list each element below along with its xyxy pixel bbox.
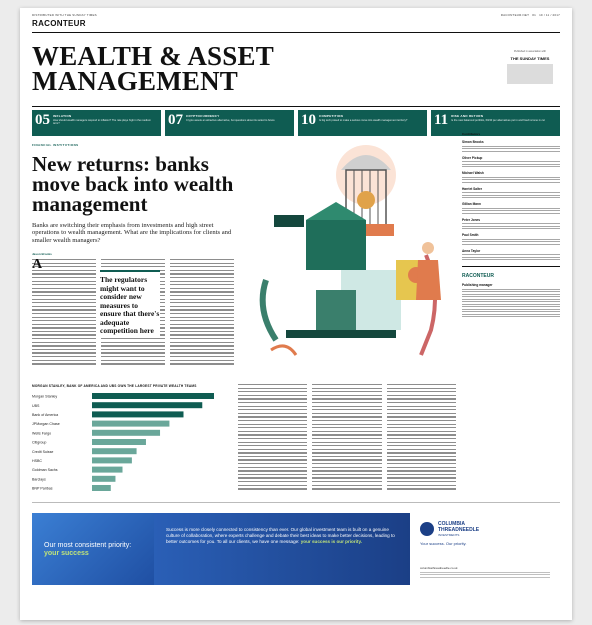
chart-category-label: Wells Fargo <box>32 431 52 436</box>
ad-headline-2: your success <box>44 549 89 557</box>
chart-bar <box>92 485 111 491</box>
teaser-number: 05 <box>35 112 50 128</box>
ad-body-emphasis: your success is our priority. <box>300 539 362 545</box>
article-continuation <box>238 384 456 499</box>
chart-bar <box>92 467 123 473</box>
teaser-desc: Crypto assets an attractive alternative, but questions about its suited to future <box>186 119 275 122</box>
columbia-threadneedle-ad[interactable] <box>32 513 560 585</box>
wealth-teams-chart <box>32 384 232 508</box>
chart-bar <box>92 393 214 399</box>
footer-rule <box>32 502 560 503</box>
chart-category-label: Credit Suisse <box>32 449 54 454</box>
pull-quote-text: The regulators might want to consider new measures to ensure that there's adequate competition here <box>100 275 160 335</box>
ad-tagline: Your success. Our priority. <box>420 541 467 546</box>
chart-bar <box>92 430 160 436</box>
chart-bar <box>92 411 184 417</box>
ad-body-text: Success is more closely connected to consistency than ever. Our global investment team is built on a genuine culture of collaboration, where experts challenge and debate their best ideas to make better decisions, leading to better outcomes for you. To all our clients, we have one message: <box>166 527 395 545</box>
ad-url[interactable]: columbiathreadneedle.co.uk <box>420 566 458 570</box>
sunday-times-logo: THE SUNDAY TIMES <box>510 56 550 61</box>
body-column-4 <box>238 384 307 499</box>
credits-header: Publishing manager <box>462 283 493 287</box>
teaser-competition[interactable] <box>298 110 427 136</box>
ad-left-panel <box>32 513 154 585</box>
chart-category-label: JPMorgan Chase <box>32 422 60 427</box>
chart-category-label: Barclays <box>32 477 46 482</box>
teaser-cryptocurrency[interactable] <box>165 110 294 136</box>
contributors-sidebar <box>462 132 560 482</box>
newspaper-page <box>20 8 572 620</box>
contributor-name: Peter Jones <box>462 217 481 222</box>
body-column-6 <box>387 384 456 499</box>
association-label: Published in association with <box>514 50 546 53</box>
article-kicker: FINANCIAL INSTITUTIONS <box>32 143 79 147</box>
ad-body <box>154 513 410 585</box>
body-column-5 <box>312 384 381 499</box>
teaser-desc: Is the new balanced portfolio, 60/40 per alternatives put in and fixed income in cut <box>451 119 545 122</box>
header-rule <box>32 32 560 33</box>
body-column-3 <box>170 259 234 369</box>
chart-bar <box>92 457 132 463</box>
ad-brand-panel <box>410 513 560 585</box>
title-line-1: WEALTH & ASSET <box>32 41 274 71</box>
contributor-name: Michael Walsh <box>462 171 484 175</box>
ad-brand <box>420 521 550 537</box>
chart-title: MORGAN STANLEY, BANK OF AMERICA AND UBS OWN THE LARGEST PRIVATE WEALTH TEAMS <box>32 384 197 388</box>
teaser-number: 11 <box>434 112 449 128</box>
contributors-header: Contributors <box>462 132 481 136</box>
article-headline: New returns: banks move back into wealth management <box>32 152 234 216</box>
chart-bar <box>92 439 146 445</box>
publisher-block <box>500 50 560 84</box>
contributor-name: Paul Smith <box>462 233 479 237</box>
teaser-inflation[interactable] <box>32 110 161 136</box>
header-left-meta: DISTRIBUTED WITH THE SUNDAY TIMES <box>32 13 97 17</box>
chart-bar <box>92 421 169 427</box>
contributor-name: Harriet Salter <box>462 186 483 191</box>
teaser-desc: Is big tech poised to make a serious move into wealth management territory? <box>319 119 408 122</box>
chart-category-label: UBS <box>32 403 40 408</box>
chart-bar <box>92 476 115 482</box>
article-byline: Jason Brooks <box>32 252 52 256</box>
teaser-label: CRYPTOCURRENCY <box>186 114 220 118</box>
contributor-name: Anna Taylor <box>462 248 481 253</box>
teaser-desc: How should wealth managers respond to inflation? The rate plays high in the medium term? <box>53 119 151 126</box>
partner-logo <box>507 64 553 84</box>
teaser-label: RISE AND RETURN <box>451 114 484 118</box>
title-line-2: MANAGEMENT <box>32 66 238 96</box>
title-rule <box>32 106 560 107</box>
teaser-number: 10 <box>301 112 316 128</box>
chart-category-label: Bank of America <box>32 413 59 417</box>
chart-svg <box>32 391 232 501</box>
contributor-name: Oliver Pickup <box>462 155 483 160</box>
raconteur-sidebar-logo: RACONTEUR <box>462 273 494 279</box>
page-title <box>32 41 274 96</box>
brand-line-1: COLUMBIA <box>438 521 465 527</box>
chart-category-label: Citigroup <box>32 440 47 445</box>
body-column-1 <box>32 259 96 369</box>
chart-category-label: Goldman Sachs <box>32 468 58 473</box>
ad-headline-1: Our most consistent priority: <box>44 541 132 549</box>
article-standfirst: Banks are switching their emphasis from investments and high street operations to wealth management. What are the implications for clients and smaller wealth managers? <box>32 222 232 244</box>
contributor-name: Gillian Mann <box>462 202 481 206</box>
chart-category-label: Morgan Stanley <box>32 394 58 399</box>
header-issue: #1 <box>532 13 536 17</box>
chart-category-label: BNP Paribas <box>32 486 53 491</box>
columbia-logo-icon <box>420 522 434 536</box>
chart-bar <box>92 402 202 408</box>
teaser-label: INFLATION <box>53 114 72 118</box>
header-meta <box>32 13 560 17</box>
chart-bar <box>92 448 137 454</box>
banking-illustration <box>246 140 456 380</box>
brand-line-3: INVESTMENTS <box>438 533 460 537</box>
chart-category-label: HSBC <box>32 459 42 463</box>
header-right-meta <box>501 13 560 17</box>
brand-line-2: THREADNEEDLE <box>438 527 480 533</box>
dropcap: A <box>32 257 43 272</box>
teaser-label: COMPETITION <box>319 114 344 118</box>
raconteur-logo: RACONTEUR <box>32 19 86 28</box>
teaser-number: 07 <box>168 112 183 128</box>
header-date: 19 / 11 / 2017 <box>539 13 560 17</box>
pull-quote <box>100 270 160 336</box>
header-site: RACONTEUR.NET <box>500 13 530 17</box>
contributor-name: Simon Brooks <box>462 140 484 144</box>
